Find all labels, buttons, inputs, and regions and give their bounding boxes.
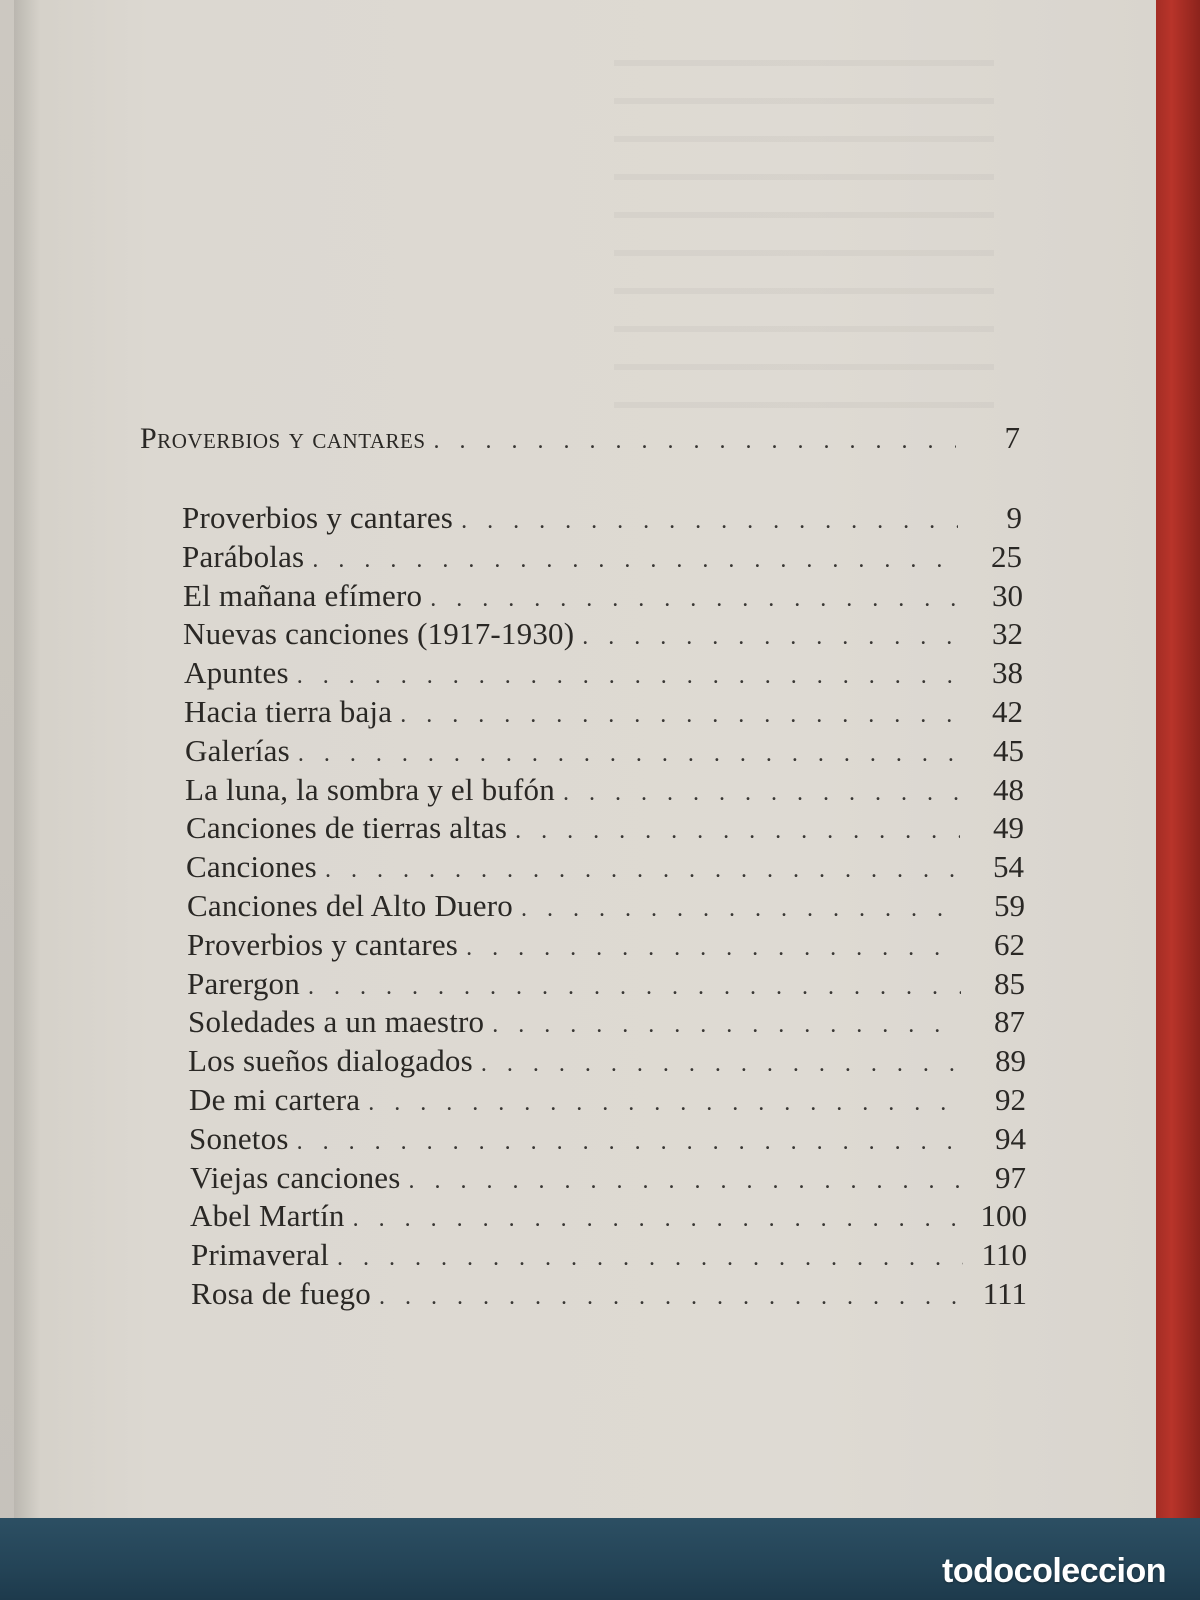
toc-entry-page: 32	[992, 616, 1023, 651]
toc-entry	[186, 810, 1024, 850]
toc-entry	[189, 1082, 1026, 1122]
toc-entry-title: Canciones	[186, 849, 317, 884]
toc-entry-page: 30	[992, 578, 1023, 613]
toc-entry-page: 42	[992, 694, 1023, 729]
toc-leader-dots	[521, 896, 961, 923]
toc-entry-title: Primaveral	[191, 1237, 330, 1272]
toc-leader-dots	[582, 624, 959, 651]
toc-entry-page: 110	[981, 1237, 1027, 1272]
toc-entry-title: El mañana efímero	[183, 578, 423, 613]
toc-leader-dots	[563, 780, 960, 807]
toc-entry-title: Nuevas canciones (1917-1930)	[183, 616, 575, 651]
toc-section-page: 7	[1004, 420, 1020, 455]
toc-leader-dots	[461, 508, 958, 535]
toc-entry-title: Apuntes	[184, 655, 289, 690]
toc-entry-page: 111	[982, 1276, 1027, 1311]
toc-entry-title: Galerías	[185, 733, 290, 768]
toc-entry	[188, 1043, 1026, 1083]
toc-entry	[182, 500, 1022, 540]
toc-entry-page: 89	[995, 1043, 1026, 1078]
toc-entry-title: Proverbios y cantares	[182, 500, 454, 535]
toc-entry-page: 94	[995, 1121, 1026, 1156]
toc-entry-page: 49	[993, 810, 1024, 845]
toc-entry-page: 9	[1006, 500, 1022, 535]
toc-entry	[184, 655, 1023, 695]
toc-leader-dots	[430, 586, 959, 613]
toc-entry	[184, 694, 1023, 734]
toc-entry-page: 54	[993, 849, 1024, 884]
toc-entry	[191, 1276, 1027, 1316]
toc-entry	[190, 1160, 1026, 1200]
toc-entry	[185, 733, 1024, 773]
toc-entry-title: Hacia tierra baja	[184, 694, 393, 729]
toc-entry-page: 100	[980, 1198, 1027, 1233]
toc-entry	[189, 1121, 1026, 1161]
toc-leader-dots	[298, 741, 960, 768]
toc-entry	[188, 1004, 1025, 1044]
toc-entry-title: Parábolas	[182, 539, 305, 574]
toc-entry	[190, 1198, 1027, 1238]
toc-entry-page: 38	[992, 655, 1023, 690]
toc-leader-dots	[409, 1168, 963, 1195]
toc-entry-title: Canciones del Alto Duero	[187, 888, 513, 923]
toc-entry	[183, 616, 1023, 656]
toc-entry	[185, 772, 1024, 812]
toc-entry-page: 92	[995, 1082, 1026, 1117]
toc-entry	[187, 888, 1025, 928]
toc-leader-dots	[297, 1129, 962, 1156]
toc-leader-dots	[353, 1206, 963, 1233]
toc-entry-title: La luna, la sombra y el bufón	[185, 772, 555, 807]
toc-entry	[186, 849, 1024, 889]
toc-entry-title: De mi cartera	[189, 1082, 361, 1117]
toc-entry-title: Soledades a un maestro	[188, 1004, 485, 1039]
toc-entry-title: Abel Martín	[190, 1198, 345, 1233]
toc-entry-page: 97	[995, 1160, 1026, 1195]
toc-entry-page: 25	[991, 539, 1022, 574]
toc-entry	[182, 539, 1022, 579]
toc-leader-dots	[312, 547, 958, 574]
toc-leader-dots	[308, 974, 961, 1001]
toc-entry-title: Canciones de tierras altas	[186, 810, 508, 845]
toc-leader-dots	[515, 818, 960, 845]
toc-leader-dots	[325, 857, 960, 884]
toc-entry-title: Parergon	[187, 966, 300, 1001]
toc-entry-page: 59	[994, 888, 1025, 923]
toc-entry-page: 48	[993, 772, 1024, 807]
toc-leader-dots	[297, 663, 959, 690]
toc-entry-page: 45	[993, 733, 1024, 768]
toc-leader-dots	[368, 1090, 962, 1117]
toc-leader-dots	[466, 935, 961, 962]
toc-leader-dots	[379, 1284, 963, 1311]
toc-entry-title: Los sueños dialogados	[188, 1043, 473, 1078]
toc-entry-title: Sonetos	[189, 1121, 289, 1156]
watermark-logo: todocoleccion	[942, 1552, 1166, 1590]
toc-entry-title: Viejas canciones	[190, 1160, 401, 1195]
toc-entry-page: 62	[994, 927, 1025, 962]
toc-section-title: Proverbios y cantares	[140, 422, 426, 455]
toc-entry-title: Rosa de fuego	[191, 1276, 371, 1311]
toc-entry	[191, 1237, 1027, 1277]
toc-entry-title: Proverbios y cantares	[187, 927, 459, 962]
toc-entry-page: 87	[994, 1004, 1025, 1039]
toc-entry	[187, 966, 1025, 1006]
toc-leader-dots	[337, 1245, 963, 1272]
toc-section-heading	[140, 420, 1020, 460]
toc-leader-dots	[434, 428, 956, 455]
toc-leader-dots	[400, 702, 959, 729]
toc-entry	[183, 578, 1023, 618]
toc-leader-dots	[481, 1051, 962, 1078]
toc-leader-dots	[492, 1012, 961, 1039]
toc-entry-page: 85	[994, 966, 1025, 1001]
toc-entry	[187, 927, 1025, 967]
